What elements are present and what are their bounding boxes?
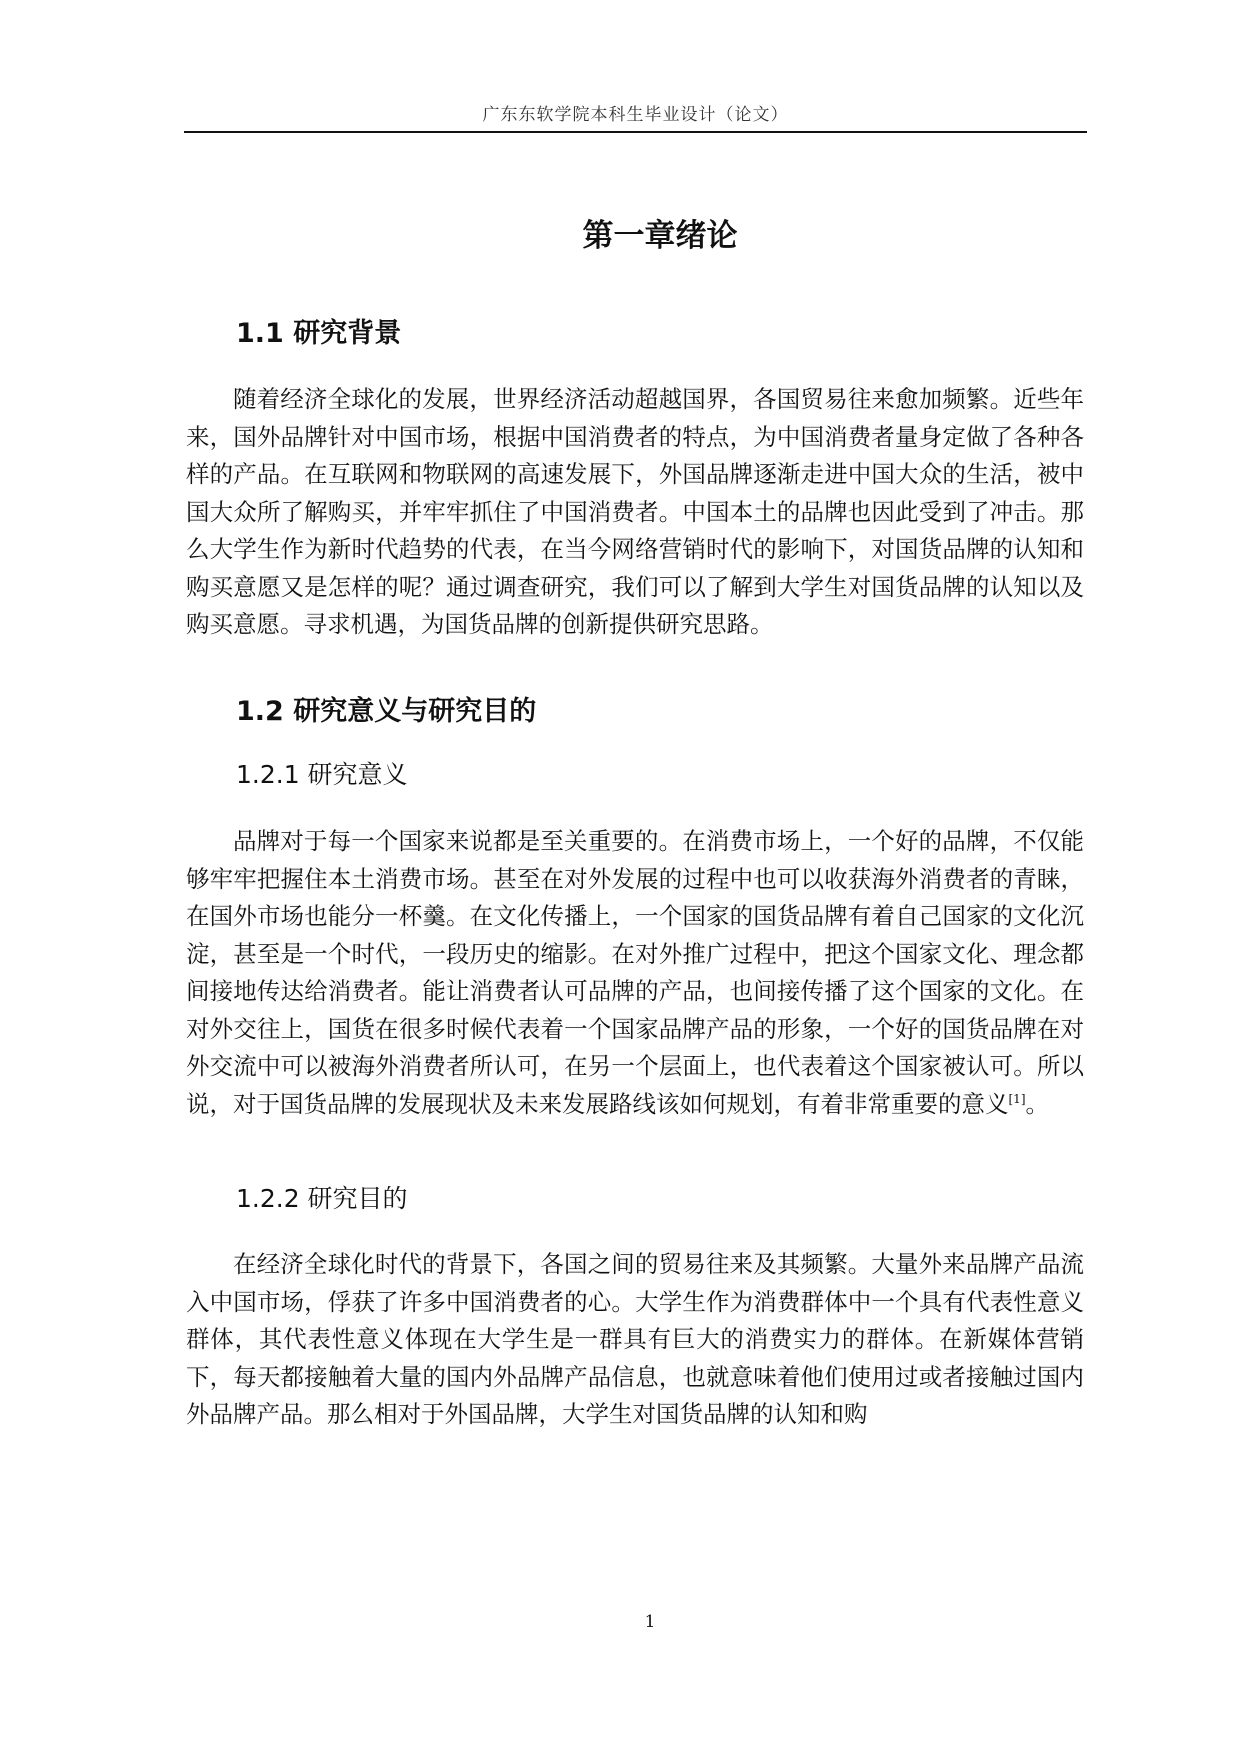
paragraph-end-mark: 。 xyxy=(1025,1089,1049,1118)
paragraph-research-purpose: 在经济全球化时代的背景下，各国之间的贸易往来及其频繁。大量外来品牌产品流入中国市场，俘获了许多中国消费者的心。大学生作为消费群体中一个具有代表性意义群体，其代表性意义体现在大学生是一群具有巨大的消费实力的群体。在新媒体营销下，每天都接触着大量的国内外品牌产品信息，也就意味着他们使用过或者接触过国内外品牌产品。那么相对于外国品牌，大学生对国货品牌的认知和购 xyxy=(186,1250,1084,1428)
subsection-heading-1-2-2: 1.2.2 研究目的 xyxy=(236,1184,408,1213)
chapter-title: 第一章绪论 xyxy=(582,218,738,254)
section-heading-1-2: 1.2 研究意义与研究目的 xyxy=(236,696,537,727)
page-header: 广东东软学院本科生毕业设计（论文） xyxy=(482,105,789,125)
citation-marker: [1] xyxy=(1008,1091,1026,1106)
paragraph-research-significance xyxy=(186,823,1084,1123)
subsection-heading-1-2-1: 1.2.1 研究意义 xyxy=(236,760,408,789)
page-number: 1 xyxy=(644,1612,656,1632)
paragraph-research-significance-text: 品牌对于每一个国家来说都是至关重要的。在消费市场上，一个好的品牌，不仅能够牢牢把握住本土消费市场。甚至在对外发展的过程中也可以收获海外消费者的青睐，在国外市场也能分一杯羹。在文化传播上，一个国家的国货品牌有着自己国家的文化沉淀，甚至是一个时代，一段历史的缩影。在对外推广过程中，把这个国家文化、理念都间接地传达给消费者。能让消费者认可品牌的产品，也间接传播了这个国家的文化。在对外交往上，国货在很多时候代表着一个国家品牌产品的形象，一个好的国货品牌在对外交流中可以被海外消费者所认可，在另一个层面上，也代表着这个国家被认可。所以说，对于国货品牌的发展现状及未来发展路线该如何规划，有着非常重要的意义 xyxy=(186,827,1084,1118)
paragraph-research-background: 随着经济全球化的发展，世界经济活动超越国界，各国贸易往来愈加频繁。近些年来，国外品牌针对中国市场，根据中国消费者的特点，为中国消费者量身定做了各种各样的产品。在互联网和物联网的高速发展下，外国品牌逐渐走进中国大众的生活，被中国大众所了解购买，并牢牢抓住了中国消费者。中国本土的品牌也因此受到了冲击。那么大学生作为新时代趋势的代表，在当今网络营销时代的影响下，对国货品牌的认知和购买意愿又是怎样的呢？通过调查研究，我们可以了解到大学生对国货品牌的认知以及购买意愿。寻求机遇，为国货品牌的创新提供研究思路。 xyxy=(186,385,1084,638)
section-heading-1-1: 1.1 研究背景 xyxy=(236,318,402,349)
header-rule xyxy=(184,131,1087,133)
